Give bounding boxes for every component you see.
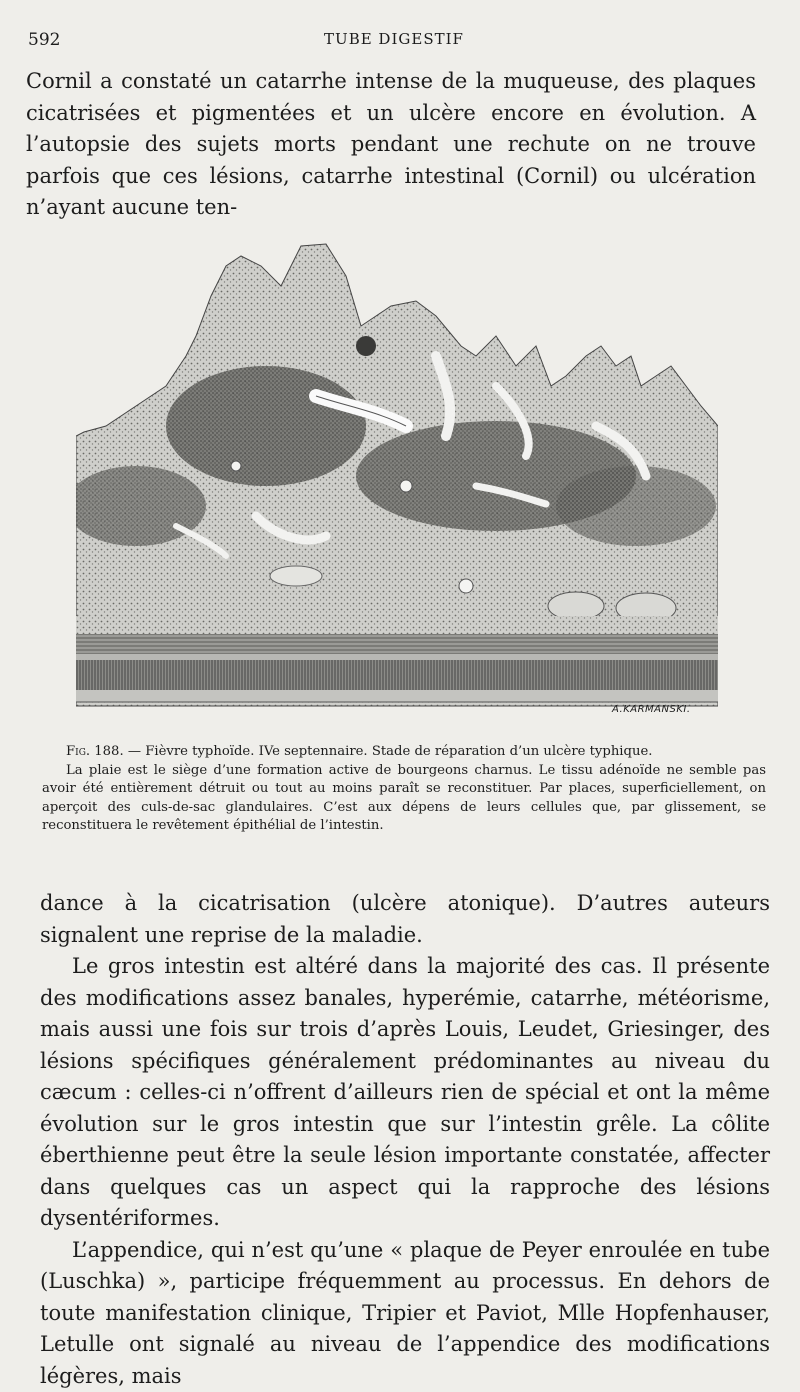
caption-title-line <box>42 743 766 762</box>
paragraph: dance à la cicatrisation (ulcère atonique). D’autres auteurs signalent une reprise de la maladie. <box>40 888 770 951</box>
illustrator-signature: A.KARMANSKI. <box>612 704 691 715</box>
figure-label: Fig. 188. <box>66 744 124 759</box>
caption-title: — Fièvre typhoïde. IVe septennaire. Stade de réparation d’un ulcère typhique. <box>124 744 653 759</box>
caption-body: La plaie est le siège d’une formation active de bourgeons charnus. Le tissu adénoïde ne semble pas avoir été entièrement détruit ou tout au moins paraît se reconstituer. Par places, superficiellement, on aperçoit des culs-de-sac glandulaires. C’est aux dépens de leurs cellules que, par glissement, se reconstituera le revêtement épithélial de l’intestin. <box>42 762 766 836</box>
bottom-text-block <box>40 888 770 1392</box>
figure-caption <box>42 743 766 836</box>
intestine-section-illustration <box>76 236 718 722</box>
paragraph: Cornil a constaté un catarrhe intense de la muqueuse, des plaques cicatrisées et pigmentées et un ulcère encore en évolution. A l’autopsie des sujets morts pendant une rechute on ne trouve parfois que ces lésions, catarrhe intestinal (Cornil) ou ulcération n’ayant aucune ten- <box>26 66 756 224</box>
running-title: TUBE DIGESTIF <box>28 30 760 48</box>
page-number: 592 <box>28 30 60 50</box>
paragraph: L’appendice, qui n’est qu’une « plaque de Peyer enroulée en tube (Luschka) », participe fréquemment au processus. En dehors de toute manifestation clinique, Tripier et Paviot, Mlle Hopfenhauser, Letulle ont signalé au niveau de l’appendice des modifications légères, mais <box>40 1235 770 1392</box>
top-paragraph-block <box>26 66 756 224</box>
paragraph: Le gros intestin est altéré dans la majorité des cas. Il présente des modifications assez banales, hyperémie, catarrhe, météorisme, mais aussi une fois sur trois d’après Louis, Leudet, Griesinger, des lésions spécifiques généralement prédominantes au niveau du cæcum : celles-ci n’offrent d’ailleurs rien de spécial et ont la même évolution sur le gros intestin que sur l’intestin grêle. La côlite éberthienne peut être la seule lésion importante constatée, affecter dans quelques cas un aspect qui la rapproche des lésions dysentériformes. <box>40 951 770 1235</box>
histology-figure <box>76 236 718 722</box>
running-head <box>28 30 760 56</box>
